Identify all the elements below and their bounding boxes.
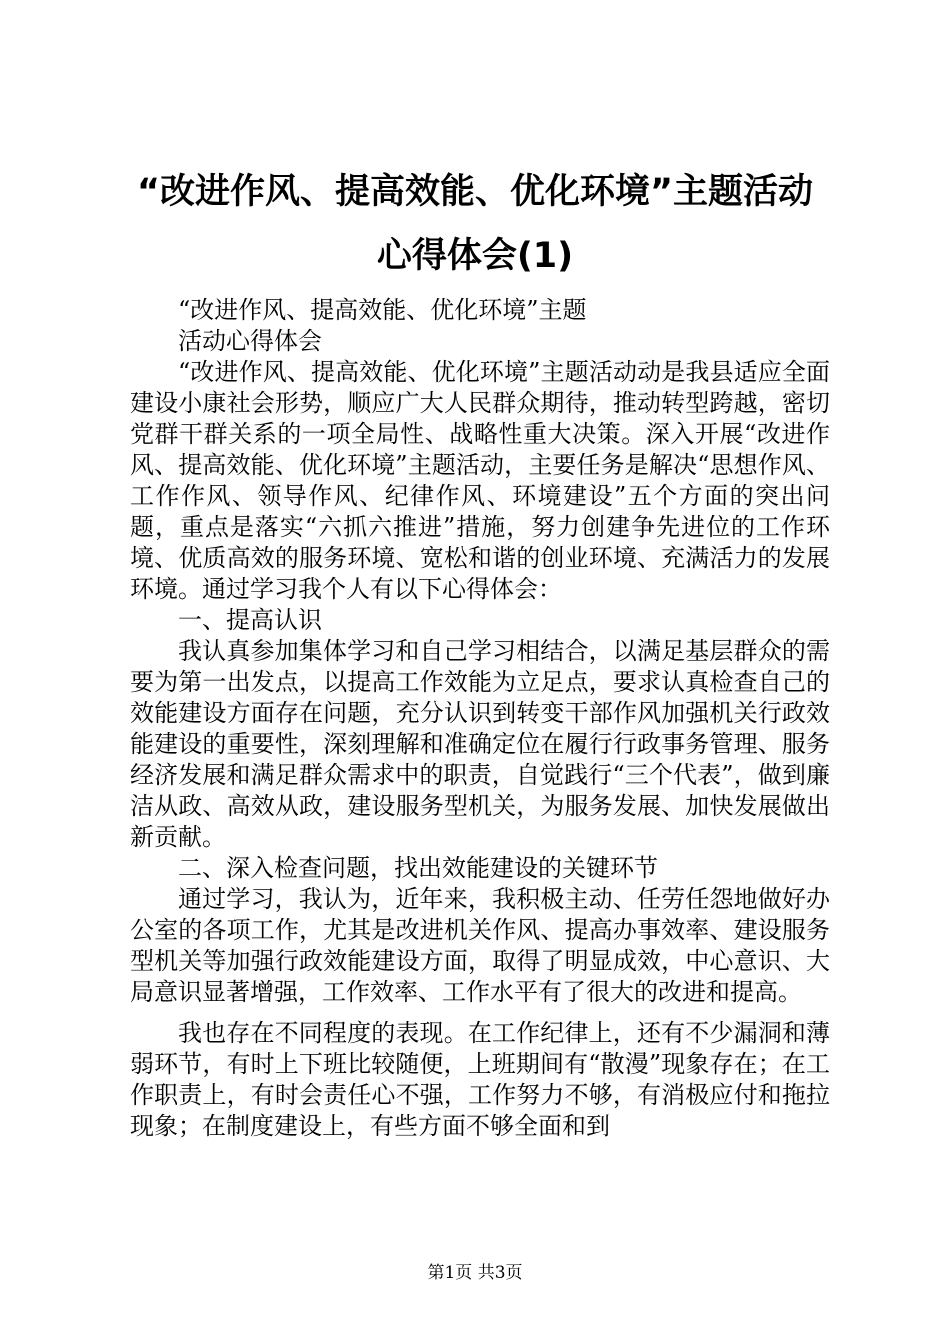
document-title-line-2: 心得体会(1) <box>376 236 574 276</box>
paragraph-section-2: 通过学习，我认为，近年来，我积极主动、任劳任怨地做好办公室的各项工作，尤其是改进机关作风、提高办事效率、建设服务型机关等加强行政效能建设方面，取得了明显成效，中心意识、大局意识显著增强，工作效率、工作水平有了很大的改进和提高。 <box>130 885 830 1006</box>
section-heading-2: 二、深入检查问题，找出效能建设的关键环节 <box>178 854 658 882</box>
paragraph-problems: 我也存在不同程度的表现。在工作纪律上，还有不少漏洞和薄弱环节，有时上下班比较随便，上班期间有“散漫”现象存在；在工作职责上，有时会责任心不强，工作努力不够，有消极应付和拖拉现象；在制度建设上，有些方面不够全面和到 <box>130 1019 830 1140</box>
subtitle-line-1: “改进作风、提高效能、优化环境”主题 <box>178 296 587 324</box>
document-title <box>0 160 950 288</box>
paragraph-section-1: 我认真参加集体学习和自己学习相结合，以满足基层群众的需要为第一出发点，以提高工作效能为立足点，要求认真检查自己的效能建设方面存在问题，充分认识到转变干部作风加强机关行政效能建设的重要性，深刻理解和准确定位在履行行政事务管理、服务经济发展和满足群众需求中的职责，自觉践行“三个代表”，做到廉洁从政、高效从政，建设服务型机关，为服务发展、加快发展做出新贡献。 <box>130 637 830 851</box>
page-number-footer: 第1页 共3页 <box>427 1263 523 1283</box>
subtitle-line-2: 活动心得体会 <box>178 327 322 355</box>
document-title-line-1: “改进作风、提高效能、优化环境”主题活动 <box>136 172 813 212</box>
paragraph-intro: “改进作风、提高效能、优化环境”主题活动动是我县适应全面建设小康社会形势，顺应广大人民群众期待，推动转型跨越，密切党群干群关系的一项全局性、战略性重大决策。深入开展“改进作风、提高效能、优化环境”主题活动，主要任务是解决“思想作风、工作作风、领导作风、纪律作风、环境建设”五个方面的突出问题，重点是落实“六抓六推进”措施，努力创建争先进位的工作环境、优质高效的服务环境、宽松和谐的创业环境、充满活力的发展环境。通过学习我个人有以下心得体会： <box>130 358 830 603</box>
document-body <box>130 295 830 1142</box>
section-heading-1: 一、提高认识 <box>178 606 322 634</box>
